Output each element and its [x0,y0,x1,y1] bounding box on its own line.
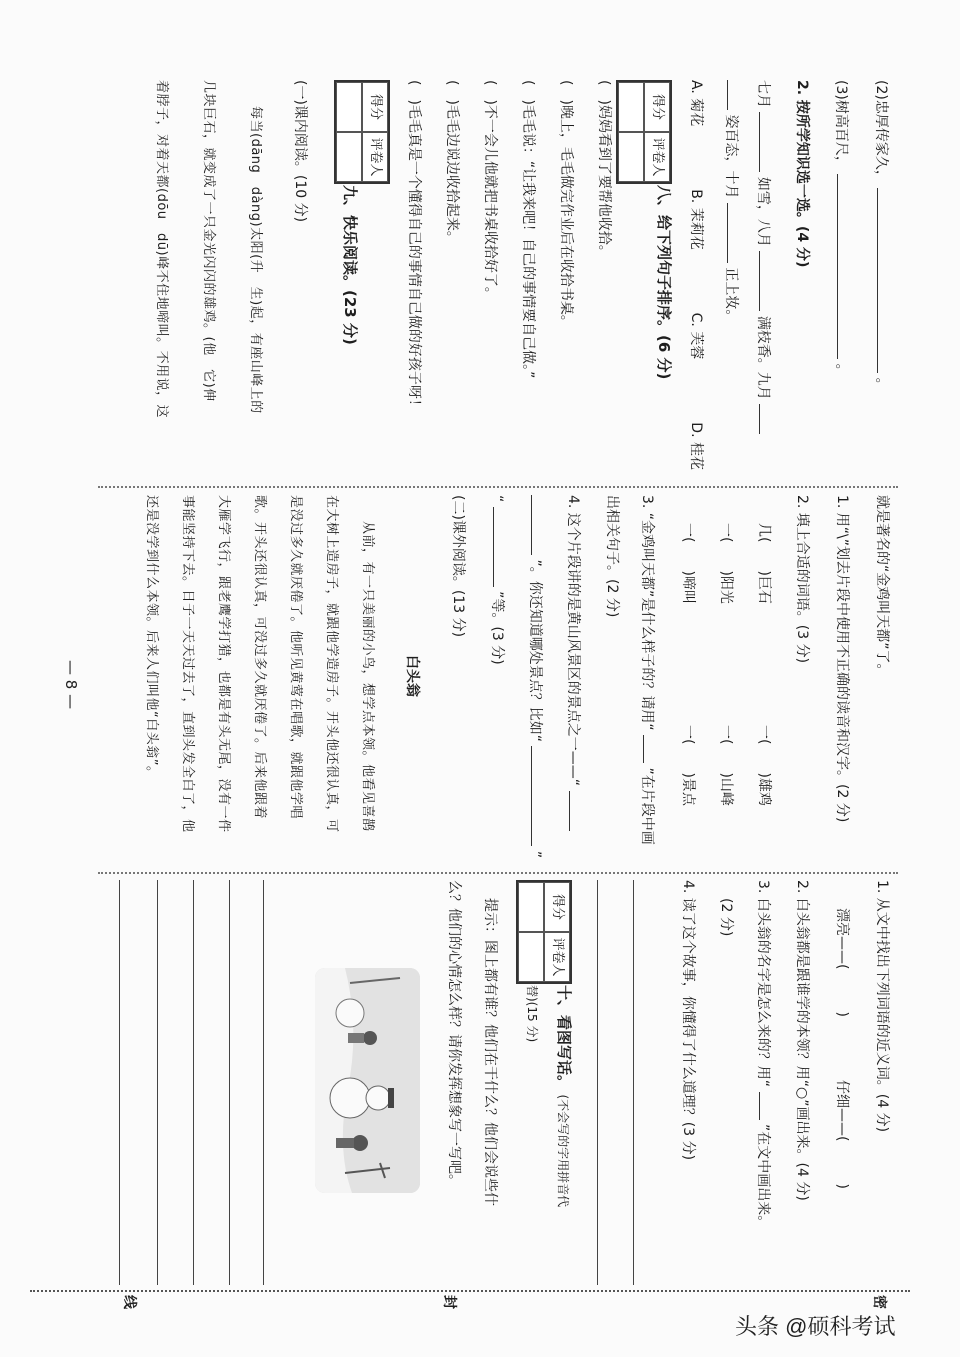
month-label: 姿百态，十月 [723,114,739,199]
fill-word[interactable]: 几( )巨石 [756,523,772,604]
reading-subtitle: (一)课内阅读。(10 分) [292,80,308,223]
answer-blank[interactable] [493,507,506,587]
section-10-title [555,985,572,1207]
score-label: 得分 [544,882,570,932]
score-cell[interactable] [518,882,544,932]
synonym-2[interactable]: 仔细——( ) [834,1080,850,1189]
binding-line [30,1290,910,1292]
writing-line[interactable] [193,880,194,1285]
story-line: 事能坚持下去。日子一天天过去了，直到头发全白了，他 [180,495,195,833]
c-question-3 [755,880,772,1229]
c-question-3-text: 3. 白头翁的名字是怎么来的？用“ [755,880,771,1088]
writing-line[interactable] [157,880,158,1285]
flower-options [688,80,704,470]
period: 。 [873,377,889,392]
mark-symbol-blank[interactable] [643,735,656,763]
grader-label: 评卷人 [644,132,670,182]
story-title: 白头翁 [404,655,420,697]
grader-label: 评卷人 [544,932,570,982]
question-2: 2. 填上合适的词语。(3 分) [794,495,810,664]
column-divider [98,872,898,874]
option-a: A. 菊花 [688,80,704,127]
question-4-text-2: ”。你还知道哪处景点？比如“ [527,559,543,742]
c-question-3-points: (2 分) [718,898,734,937]
question-4-line-3 [489,495,506,665]
fill-word[interactable]: 一( )山峰 [718,725,734,806]
score-box [334,80,390,184]
reading-subtitle-2: (二)课外阅读。(13 分) [450,495,466,638]
section-9-title: 九、快乐阅读。(23 分) [341,185,359,345]
passage-end: 就是著名的“金鸡叫天都”了。 [874,495,890,678]
story-line: 在大树上造房子，就跟他学造房子。开头他还很认真，可 [324,495,339,833]
answer-blank[interactable] [569,791,582,831]
hint-line: 么？他们的心情怎么样？请你发挥想象写一写吧。 [446,880,462,1188]
question-3-cont: 出相关句子。(2 分) [604,495,620,618]
sentence-item[interactable]: ( )不一会儿他就把书桌收拾好了。 [482,80,498,301]
watermark: 头条 @硕科考试 [735,1314,896,1339]
sentence-item[interactable]: ( )晚上，毛毛做完作业后在收拾书桌。 [558,80,574,329]
question-3-text: 3. “金鸡叫天都”是什么样子的？请用“ [639,495,655,731]
reading-passage-line: 着脖子，对着天都(dōu dū)峰不住地啼叫。不用说，这 [154,80,169,419]
story-line: 还是没学到什么本领。后来人们叫他“白头翁”。 [144,495,159,780]
question-1: 1. 用“\”划去片段中使用不正确的读音和汉字。(2 分) [834,495,850,823]
story-line: 歌。开头还很认真，可没过多久就厌倦了。后来他跟着 [252,495,267,820]
quote-open: “ [489,495,505,503]
section-10-heading: 十、看图写话。 [555,985,573,1091]
question-4-text-3: ”等。(3 分) [489,591,505,665]
c-question-4: 4. 读了这个故事，你懂得了什么道理？(3 分) [680,880,696,1161]
fill-word[interactable]: 一( )雄鸡 [756,725,772,806]
score-box [616,80,672,184]
option-d: D. 桂花 [688,422,704,470]
fill-word[interactable]: 一( )阳光 [718,523,734,604]
column-divider [98,486,898,488]
question-3-text-2: ”在片段中画 [639,767,655,845]
month-label: 七月 [755,80,771,108]
question-3 [639,495,656,845]
answer-blank[interactable] [877,188,890,373]
snowman-picture [315,968,420,1193]
story-line: 大雁学飞行，跟老鹰学打猎，也都是有头无尾，没有一件 [216,495,231,833]
snowman-scene-icon [315,968,420,1193]
section-10-note-2: 替)(15 分) [525,985,539,1043]
score-cell[interactable] [336,82,362,132]
month-label: 满枝香。九月 [755,315,771,400]
grader-cell[interactable] [518,932,544,982]
fill-word[interactable]: 一( )景点 [680,725,696,806]
c-question-1: 1. 从文中找出下列词语的近义词。(4 分) [874,880,890,1133]
flower-line-2 [723,80,740,323]
binding-mark-mi: 密 [871,1295,887,1309]
writing-line[interactable] [263,880,264,1285]
month-label: 正上妆。 [723,267,739,324]
answer-blank[interactable] [759,251,772,311]
section-8-title: 八、给下列句子排序。(6 分) [655,185,673,380]
answer-blank[interactable] [837,174,850,359]
story-line: 是没过多久就厌倦了。他听见黄莺在唱歌，就跟他学唱 [288,495,303,820]
grader-label: 评卷人 [362,132,388,182]
binding-mark-xian: 线 [121,1295,137,1309]
month-label: 如雪，八月 [755,176,771,247]
score-label: 得分 [644,82,670,132]
reading-passage-line: 每当(dāng dàng)太阳(升 生)起，有座山峰上的 [248,106,263,414]
grader-cell[interactable] [618,132,644,182]
sentence-item[interactable]: ( )毛毛真是一个懂得自己的事情自己做的好孩子呀！ [406,80,422,413]
writing-line[interactable] [119,880,120,1285]
question-4-line-2 [527,495,544,858]
answer-blank[interactable] [531,495,544,555]
answer-line[interactable] [597,880,598,1285]
grader-cell[interactable] [336,132,362,182]
column-middle [100,495,890,885]
answer-blank[interactable] [727,203,740,263]
reading-passage-line: 几块巨石，就变成了一只金光闪闪的雄鸡。(他 它)伸 [201,80,216,402]
fill-word[interactable]: 一( )啼叫 [680,523,696,604]
writing-line[interactable] [229,880,230,1285]
c-question-2: 2. 白头翁都是跟谁学的本领？用“○”画出来。(4 分) [794,880,810,1201]
c-question-3-text-2: ”在文中画出来。 [755,1123,771,1230]
answer-blank[interactable] [531,746,544,846]
story-line: 从前，有一只美丽的小鸟，想学点本领。他看见喜鹊 [360,521,375,832]
question-4 [565,495,582,831]
proverb-2-text: (2)忠厚传家久， [873,80,889,184]
answer-line[interactable] [633,880,634,1285]
score-cell[interactable] [618,82,644,132]
answer-blank[interactable] [759,404,772,434]
score-box [516,880,572,984]
answer-blank[interactable] [759,112,772,172]
sentence-item[interactable]: ( )妈妈看到了要帮他收拾。 [596,80,612,259]
answer-blank[interactable] [727,80,740,110]
column-right [100,880,890,1295]
quote-close: ” [527,850,543,859]
section-2-title: 2. 按所学知识选一选。(4 分) [794,80,810,268]
sentence-item[interactable]: ( )毛毛说：“让我来吧！自己的事情要自己做。” [520,80,536,379]
binding-mark-feng: 封 [441,1295,457,1309]
period: 。 [833,363,849,378]
section-10-note: (不会写的字用拼音代 [556,1094,570,1208]
score-label: 得分 [362,82,388,132]
column-left [100,80,890,480]
proverb-3-text: (3)树高百尺， [833,80,849,170]
hint-line: 提示：图上都有谁？他们在干什么？他们会说些什 [482,898,498,1206]
question-4-text: 4. 这个片段讲的是黄山风景区的景点之一——“ [565,495,581,787]
flower-line-1 [755,80,772,434]
mark-symbol-blank[interactable] [759,1092,772,1120]
proverb-2 [873,80,890,392]
option-b: B. 茉莉花 [688,189,704,250]
page-number: — 8 — [62,660,80,710]
proverb-3 [833,80,850,378]
option-c: C. 芙蓉 [688,312,704,360]
sentence-item[interactable]: ( )毛毛边说边收拾起来。 [444,80,460,245]
synonym-1[interactable]: 漂亮——( ) [834,908,850,1017]
